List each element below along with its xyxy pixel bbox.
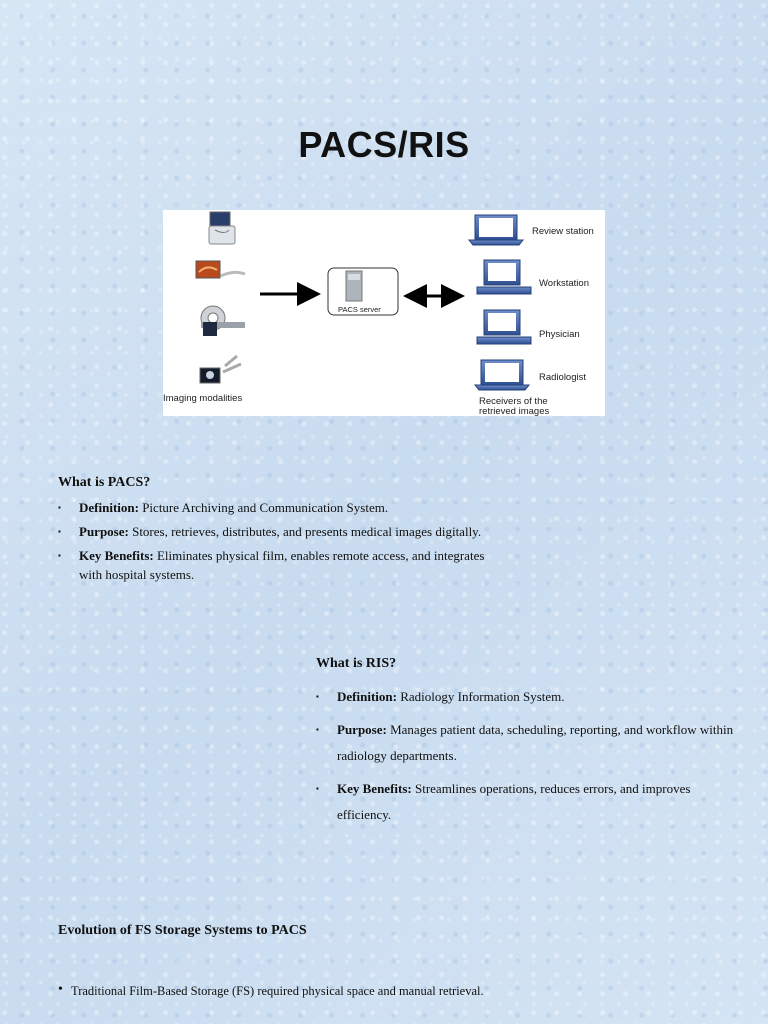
item-text: Traditional Film-Based Storage (FS) required physical space and manual retrieval. bbox=[71, 984, 484, 998]
item-text: Streamlines operations, reduces errors, and improves efficiency. bbox=[337, 781, 691, 822]
radiologist-laptop-icon bbox=[475, 360, 529, 390]
ris-heading: What is RIS? bbox=[316, 656, 397, 671]
item-term: Definition: bbox=[337, 689, 397, 704]
item-term: Purpose: bbox=[337, 722, 387, 737]
list-item bbox=[58, 498, 488, 517]
list-item bbox=[316, 776, 746, 828]
page-title: PACS/RIS bbox=[298, 124, 470, 165]
pacs-list bbox=[58, 498, 488, 584]
receiver-label: Physician bbox=[539, 329, 580, 340]
physician-monitor-icon bbox=[477, 310, 531, 344]
workstation-monitor-icon bbox=[477, 260, 531, 294]
evolution-heading: Evolution of FS Storage Systems to PACS bbox=[58, 923, 307, 938]
endoscopy-device-icon bbox=[196, 261, 245, 278]
pacs-section bbox=[58, 473, 488, 589]
pacs-diagram bbox=[163, 210, 605, 416]
evolution-list bbox=[58, 982, 738, 1001]
pacs-server-label: PACS server bbox=[338, 305, 381, 314]
evolution-section bbox=[58, 921, 738, 998]
receivers-caption-line1: Receivers of the bbox=[479, 396, 548, 407]
review-station-laptop-icon bbox=[469, 215, 523, 245]
ct-scanner-icon bbox=[201, 306, 245, 336]
ris-list bbox=[316, 684, 746, 828]
pacs-heading: What is PACS? bbox=[58, 475, 151, 490]
item-text: Manages patient data, scheduling, reporting, and workflow within radiology departments. bbox=[337, 722, 734, 763]
receiver-label: Radiologist bbox=[539, 372, 586, 383]
imaging-modalities-label: Imaging modalities bbox=[163, 393, 243, 404]
list-item bbox=[58, 522, 488, 541]
ultrasound-device-icon bbox=[209, 212, 235, 244]
item-text: Picture Archiving and Communication System. bbox=[138, 500, 389, 515]
item-term: Key Benefits: bbox=[79, 548, 154, 563]
ris-section bbox=[316, 654, 746, 835]
receivers-caption-line2: retrieved images bbox=[479, 406, 550, 416]
item-text: Radiology Information System. bbox=[396, 689, 565, 704]
xray-device-icon bbox=[200, 356, 241, 383]
receiver-label: Review station bbox=[532, 226, 594, 237]
item-text: Stores, retrieves, distributes, and presents medical images digitally. bbox=[128, 524, 482, 539]
receiver-label: Workstation bbox=[539, 278, 589, 289]
item-term: Definition: bbox=[79, 500, 139, 515]
pacs-diagram-svg bbox=[163, 210, 605, 416]
list-item bbox=[58, 546, 488, 584]
list-item bbox=[58, 982, 738, 1001]
item-term: Key Benefits: bbox=[337, 781, 412, 796]
item-term: Purpose: bbox=[79, 524, 129, 539]
list-item bbox=[316, 684, 746, 710]
item-text: Eliminates physical film, enables remote access, and integrates with hospital systems. bbox=[79, 548, 485, 582]
list-item bbox=[316, 717, 746, 769]
